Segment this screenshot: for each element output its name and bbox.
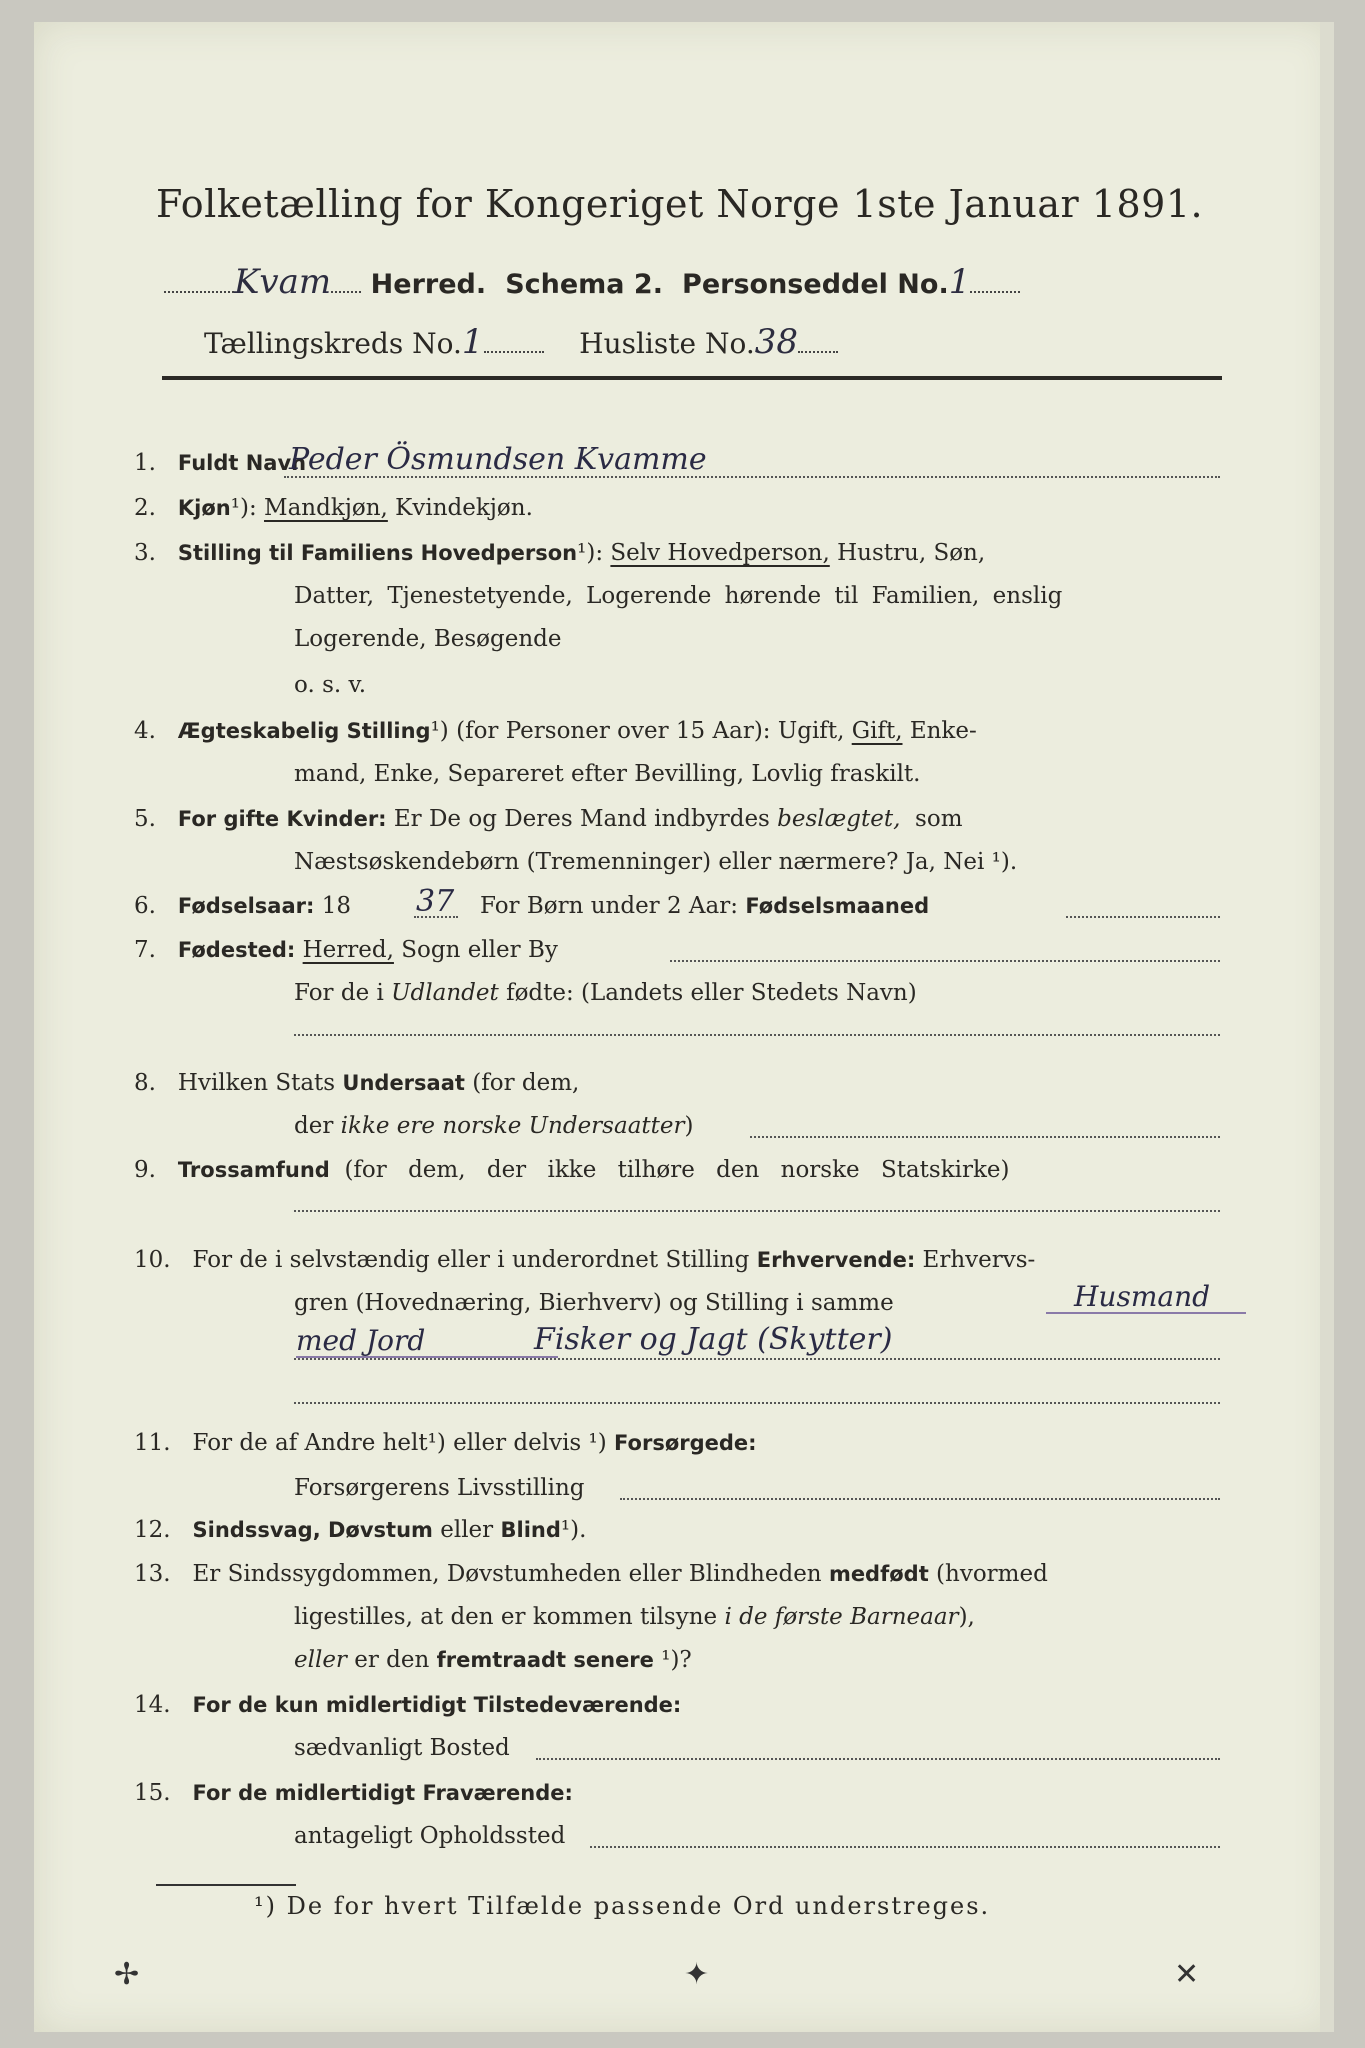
option-selected: Selv Hovedperson, (610, 540, 830, 566)
kreds-label: Tællingskreds No. (204, 327, 462, 360)
item-label: For gifte Kvinder: (177, 807, 387, 831)
item-6-b (480, 895, 929, 918)
item-15 (134, 1782, 573, 1805)
item-5-line-2: Næstsøskendebørn (Tremenninger) eller nærmere? Ja, Nei ¹). (294, 849, 1018, 875)
item-12 (134, 1519, 586, 1542)
text: For de i (294, 980, 384, 1006)
item-number: 2. (134, 495, 156, 521)
item-number: 12. (134, 1517, 171, 1543)
census-form-sheet (34, 22, 1334, 2032)
text: ¹). (560, 1517, 587, 1543)
item-3 (134, 542, 985, 565)
item-label: Erhvervende: (756, 1248, 916, 1272)
header-rule (162, 376, 1222, 380)
footnote-ref: ¹) (430, 718, 449, 744)
text-italic: eller (294, 1647, 347, 1673)
item-15-line-2: antageligt Opholdssted (294, 1823, 566, 1849)
item-10-line-2: gren (Hovednæring, Bierhverv) og Stilling i samme (294, 1290, 894, 1316)
item-label: fremtraadt senere (436, 1648, 654, 1672)
option-selected: Herred, (302, 937, 394, 963)
item-number: 13. (134, 1561, 171, 1587)
dotted-leader (620, 1498, 1220, 1500)
option-selected: Mandkjøn, (264, 495, 388, 521)
item-5 (134, 808, 963, 831)
item-4 (134, 720, 977, 743)
option-selected: Gift, (851, 718, 903, 744)
form-title: Folketælling for Kongeriget Norge 1ste Januar 1891. (156, 182, 1204, 226)
dotted-leader (414, 916, 458, 918)
year-prefix: 18 (321, 893, 351, 919)
item-number: 9. (134, 1157, 156, 1183)
dotted-leader (590, 1846, 1220, 1848)
dotted-leader (750, 1136, 1220, 1138)
herred-line (164, 262, 1020, 302)
item-label: For de midlertidigt Fraværende: (192, 1781, 573, 1805)
item-label: Trossamfund (177, 1158, 330, 1182)
dotted-leader (670, 960, 1220, 962)
item-number: 14. (134, 1692, 171, 1718)
kreds-value: 1 (461, 322, 484, 362)
item-number: 3. (134, 540, 156, 566)
text: eller (440, 1517, 494, 1543)
dotted-leader (294, 1210, 1220, 1212)
full-name-value: Peder Ösmundsen Kvamme (289, 442, 707, 477)
occupation-value-3: Fisker og Jagt (Skytter) (534, 1322, 893, 1357)
text: er den (354, 1647, 430, 1673)
item-label: Fuldt Navn (177, 451, 307, 475)
item-label: Blind (500, 1518, 561, 1542)
item-label: For de kun midlertidigt Tilstedeværende: (192, 1693, 682, 1717)
text: For de i selvstændig eller i underordnet Stilling (192, 1247, 750, 1273)
options: Hustru, Søn, (837, 540, 986, 566)
text: ) (684, 1113, 694, 1139)
item-number: 4. (134, 718, 156, 744)
item-number: 6. (134, 893, 156, 919)
dotted-leader (536, 1758, 1220, 1760)
item-label: Undersaat (342, 1071, 465, 1095)
item-number: 8. (134, 1070, 156, 1096)
item-label: Kjøn (177, 496, 231, 520)
text-italic: i de første Barneaar (724, 1604, 959, 1630)
dotted-leader (1066, 916, 1220, 918)
item-label: Fødselsmaaned (745, 894, 930, 918)
item-13-line-3 (294, 1649, 692, 1672)
item-3-line-2: Datter, Tjenestetyende, Logerende hørende til Familien, enslig (294, 583, 1063, 609)
item-number: 15. (134, 1780, 171, 1806)
item-label: medfødt (828, 1562, 929, 1586)
item-number: 11. (134, 1430, 171, 1456)
item-7-line-2 (294, 982, 917, 1005)
item-11 (134, 1432, 757, 1455)
schema-label: Schema 2. (505, 269, 663, 300)
occupation-value-1: Husmand (1074, 1280, 1211, 1313)
page-edge (1320, 22, 1334, 2032)
registration-mark-icon: ✕ (1174, 1957, 1200, 1992)
occupation-value-2: med Jord (296, 1324, 426, 1357)
item-11-line-2: Forsørgerens Livsstilling (294, 1475, 585, 1501)
text: Enke- (909, 718, 977, 744)
text: ), (958, 1604, 975, 1630)
text-italic: ikke ere norske Undersaatter (340, 1113, 685, 1139)
option: Kvindekjøn. (395, 495, 533, 521)
item-7 (134, 939, 558, 962)
dotted-leader (294, 1358, 1220, 1360)
herred-value: Kvam (234, 262, 332, 302)
birth-year-value: 37 (416, 884, 455, 919)
herred-label: Herred. (370, 269, 487, 300)
item-8 (134, 1072, 579, 1095)
text: der (294, 1113, 334, 1139)
footnote-ref: ¹): (230, 495, 257, 521)
item-6 (134, 895, 351, 918)
text: (for dem, (472, 1070, 580, 1096)
text-italic: beslægtet, (777, 806, 901, 832)
item-13-line-2 (294, 1606, 975, 1629)
text: (for dem, der ikke tilhøre den norske Statskirke) (344, 1157, 1010, 1183)
text: (for Personer over 15 Aar): Ugift, (456, 718, 845, 744)
husliste-value: 38 (754, 322, 799, 362)
text: ¹) eller delvis ¹) (427, 1430, 607, 1456)
item-number: 5. (134, 806, 156, 832)
item-14-line-2: sædvanligt Bosted (294, 1735, 510, 1761)
text: (hvormed (936, 1561, 1048, 1587)
text: Hvilken Stats (177, 1070, 336, 1096)
footnote-ref: ¹): (577, 540, 604, 566)
item-10 (134, 1249, 1035, 1272)
item-label: Forsørgede: (614, 1431, 757, 1455)
husliste-label: Husliste No. (579, 327, 755, 360)
dotted-leader (294, 1034, 1220, 1036)
registration-mark-icon: ✦ (684, 1957, 710, 1992)
item-label: Ægteskabelig Stilling (177, 719, 431, 743)
text: fødte: (Landets eller Stedets Navn) (506, 980, 917, 1006)
dotted-leader (284, 476, 1220, 478)
item-13 (134, 1563, 1048, 1586)
item-number: 1. (134, 450, 156, 476)
item-label: Fødested: (177, 938, 296, 962)
text: For de af Andre helt (192, 1430, 428, 1456)
personseddel-label: Personseddel No. (682, 269, 949, 300)
registration-mark-icon: ✢ (114, 1957, 140, 1992)
handwritten-underline (1046, 1312, 1246, 1314)
text: ligestilles, at den er kommen tilsyne (294, 1604, 718, 1630)
text: ¹)? (661, 1647, 692, 1673)
footnote: ¹) De for hvert Tilfælde passende Ord understreges. (254, 1892, 991, 1920)
options: Sogn eller By (401, 937, 558, 963)
text: som (915, 806, 963, 832)
item-4-line-2: mand, Enke, Separeret efter Bevilling, Lovlig fraskilt. (294, 761, 921, 787)
item-label: Sindssvag, Døvstum (192, 1518, 433, 1542)
text: Erhvervs- (922, 1247, 1036, 1273)
item-1 (134, 452, 306, 475)
text: Er Sindssygdommen, Døvstumheden eller Blindheden (192, 1561, 822, 1587)
item-label: Fødselsaar: (177, 894, 315, 918)
item-3-line-3: Logerende, Besøgende (294, 626, 562, 652)
footnote-rule (156, 1884, 296, 1886)
item-label: Stilling til Familiens Hovedperson (177, 541, 578, 565)
item-14 (134, 1694, 681, 1717)
item-number: 7. (134, 937, 156, 963)
text: For Børn under 2 Aar: (480, 893, 738, 919)
text-italic: Udlandet (391, 980, 499, 1006)
text: Er De og Deres Mand indbyrdes (393, 806, 770, 832)
dotted-leader (294, 1402, 1220, 1404)
personseddel-value: 1 (948, 262, 971, 302)
item-number: 10. (134, 1247, 171, 1273)
item-8-line-2 (294, 1115, 693, 1138)
item-2 (134, 497, 533, 520)
item-3-line-4: o. s. v. (294, 672, 367, 698)
item-9 (134, 1159, 1010, 1182)
kreds-line (204, 322, 838, 362)
